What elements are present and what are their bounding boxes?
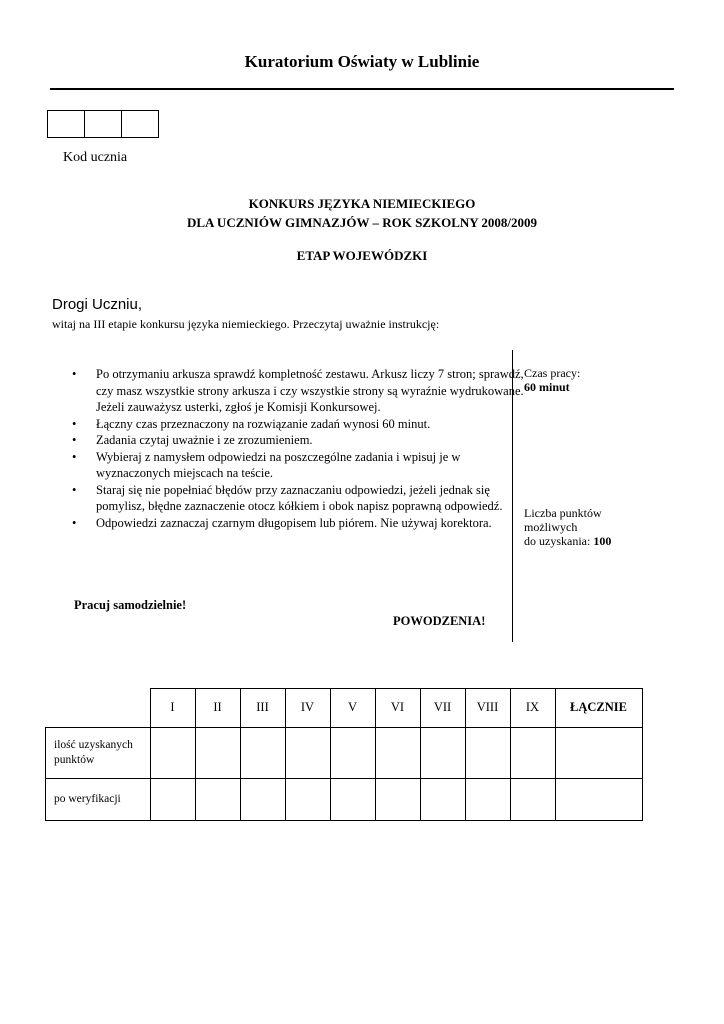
score-cell[interactable]	[375, 727, 420, 778]
student-code-label: Kod ucznia	[63, 150, 128, 165]
instruction-item	[72, 416, 532, 433]
score-cell[interactable]	[285, 727, 330, 778]
intro-text: witaj na III etapie konkursu języka niemieckiego. Przeczytaj uważnie instrukcję:	[52, 317, 440, 331]
score-cell[interactable]	[465, 727, 510, 778]
points-line3	[524, 534, 611, 548]
instruction-item	[72, 515, 532, 532]
instruction-text: Wybieraj z namysłem odpowiedzi na poszczególne zadania i wpisuj je w wyznaczonych miejscach na teście.	[96, 449, 461, 480]
score-cell[interactable]	[285, 778, 330, 820]
column-header: IX	[510, 689, 555, 728]
work-alone-note: Pracuj samodzielnie!	[74, 598, 187, 612]
bullet-icon: •	[72, 367, 77, 381]
column-header: III	[240, 689, 285, 728]
score-cell[interactable]	[150, 778, 195, 820]
score-cell[interactable]	[240, 727, 285, 778]
score-cell[interactable]	[510, 727, 555, 778]
column-header: VIII	[465, 689, 510, 728]
bullet-icon: •	[72, 433, 77, 447]
student-code-box-1[interactable]	[47, 110, 85, 138]
table-row	[46, 778, 643, 820]
bullet-icon: •	[72, 416, 77, 431]
instruction-text: Zadania czytaj uważnie i ze zrozumieniem.	[96, 433, 313, 447]
points-info	[524, 506, 611, 548]
instruction-text: Łączny czas przeznaczony na rozwiązanie zadań wynosi 60 minut.	[96, 416, 431, 431]
time-value: 60 minut	[524, 380, 570, 394]
score-cell[interactable]	[330, 778, 375, 820]
bullet-icon: •	[72, 449, 77, 464]
instructions-list	[70, 366, 532, 531]
contest-title-line1: KONKURS JĘZYKA NIEMIECKIEGO	[248, 196, 476, 211]
score-cell[interactable]	[150, 727, 195, 778]
points-prefix: do uzyskania:	[524, 534, 594, 548]
bullet-icon: •	[72, 515, 77, 530]
instruction-text: Odpowiedzi zaznaczaj czarnym długopisem lub piórem. Nie używaj korektora.	[96, 515, 492, 530]
score-cell-total[interactable]	[555, 778, 642, 820]
column-header: IV	[285, 689, 330, 728]
column-header: V	[330, 689, 375, 728]
score-cell-total[interactable]	[555, 727, 642, 778]
column-header: II	[195, 689, 240, 728]
student-code-box-2[interactable]	[84, 110, 122, 138]
score-cell[interactable]	[420, 727, 465, 778]
score-cell[interactable]	[195, 727, 240, 778]
time-info	[524, 366, 580, 394]
table-row	[46, 727, 643, 778]
points-value: 100	[593, 534, 612, 548]
student-code-box-3[interactable]	[121, 110, 159, 138]
header-divider	[50, 88, 674, 90]
student-code-boxes	[47, 110, 159, 138]
score-table-header	[46, 689, 643, 728]
time-label: Czas pracy:	[524, 366, 581, 380]
score-cell[interactable]	[420, 778, 465, 820]
score-cell[interactable]	[510, 778, 555, 820]
contest-title-line2: DLA UCZNIÓW GIMNAZJÓW – ROK SZKOLNY 2008/2009	[186, 215, 538, 230]
score-table-corner	[46, 689, 151, 728]
instruction-item	[72, 482, 532, 515]
instruction-text: Staraj się nie popełniać błędów przy zaznaczaniu odpowiedzi, jeżeli jednak się pomylisz, błędne zaznaczenie otocz kółkiem i obok napisz poprawną odpowiedź.	[96, 482, 503, 513]
bullet-icon: •	[72, 482, 77, 497]
score-cell[interactable]	[195, 778, 240, 820]
row-label: ilość uzyskanych punktów	[46, 727, 151, 778]
score-cell[interactable]	[465, 778, 510, 820]
score-cell[interactable]	[240, 778, 285, 820]
column-header-total: ŁĄCZNIE	[555, 689, 642, 728]
instruction-item	[72, 432, 532, 449]
good-luck-note: POWODZENIA!	[393, 614, 486, 628]
column-header: VI	[375, 689, 420, 728]
column-header: I	[150, 689, 195, 728]
column-header: VII	[420, 689, 465, 728]
points-line2: możliwych	[524, 520, 578, 534]
instruction-item	[72, 449, 532, 482]
row-label: po weryfikacji	[46, 778, 151, 820]
side-divider	[512, 350, 513, 642]
score-cell[interactable]	[375, 778, 420, 820]
score-cell[interactable]	[330, 727, 375, 778]
header-title: Kuratorium Oświaty w Lublinie	[244, 52, 480, 71]
contest-stage: ETAP WOJEWÓDZKI	[296, 248, 428, 263]
instruction-item	[72, 366, 532, 416]
points-line1: Liczba punktów	[524, 506, 602, 520]
instruction-text: Po otrzymaniu arkusza sprawdź kompletność zestawu. Arkusz liczy 7 stron; sprawdź, czy masz wszystkie strony arkusza i czy wszystkie strony są wyraźnie wydrukowane. Jeżeli zauważysz usterki, zgłoś je Komisji Konkursowej.	[96, 367, 524, 414]
score-table	[45, 688, 643, 821]
greeting: Drogi Uczniu,	[52, 296, 143, 313]
